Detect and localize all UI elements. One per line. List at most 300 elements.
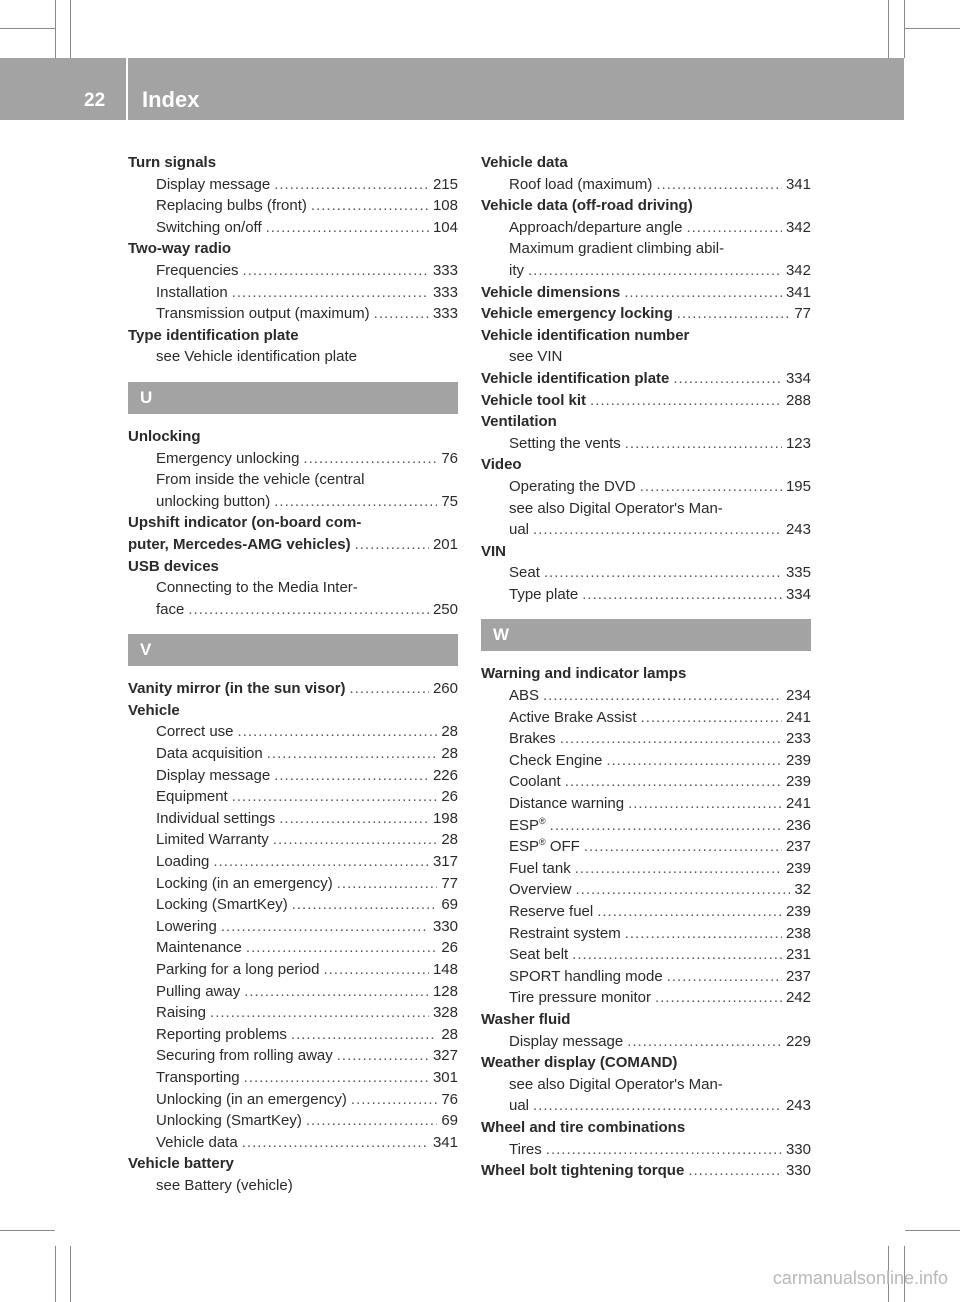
entry-term-text: see also Digital Operator's Man- [509, 499, 723, 517]
index-entry [481, 282, 811, 304]
dot-leader [572, 944, 782, 966]
index-subentry [481, 1095, 811, 1117]
index-subentry [481, 519, 811, 541]
dot-leader [550, 815, 782, 837]
page-ref: 333 [432, 305, 458, 323]
entry-term [481, 195, 693, 217]
index-subentry [481, 174, 811, 196]
entry-term-text: Individual settings [156, 809, 276, 827]
entry-term [509, 901, 593, 923]
index-heading [481, 541, 811, 563]
entry-term-text: Loading [156, 853, 210, 871]
page-ref: 229 [785, 1032, 811, 1050]
entry-term [509, 707, 637, 729]
entry-term-text: Equipment [156, 788, 228, 806]
entry-term-text: Maximum gradient climbing abil- [509, 240, 725, 258]
dot-leader [656, 174, 782, 196]
index-subentry [128, 1175, 458, 1197]
entry-term [128, 534, 351, 556]
page-ref: 260 [432, 680, 458, 698]
page-ref: 239 [785, 773, 811, 791]
dot-leader [597, 901, 782, 923]
index-subentry [128, 916, 458, 938]
entry-term [156, 303, 370, 325]
page-ref: 226 [432, 766, 458, 784]
page-ref: 231 [785, 946, 811, 964]
entry-term-text: see Battery (vehicle) [156, 1176, 293, 1194]
entry-term-text: Limited Warranty [156, 831, 269, 849]
page-ref: 236 [785, 816, 811, 834]
page-ref: 238 [785, 924, 811, 942]
index-subentry [128, 808, 458, 830]
entry-term [156, 448, 299, 470]
page-ref: 330 [785, 1162, 811, 1180]
entry-term-text: Vanity mirror (in the sun visor) [128, 680, 346, 698]
page-ref: 28 [441, 745, 458, 763]
page-ref: 75 [441, 492, 458, 510]
entry-term [156, 260, 239, 282]
dot-leader [355, 534, 429, 556]
entry-term [156, 1132, 238, 1154]
index-subentry [128, 195, 458, 217]
dot-leader [266, 217, 429, 239]
index-subentry [128, 1024, 458, 1046]
entry-term-text: Washer fluid [481, 1010, 571, 1028]
dot-leader [528, 260, 782, 282]
entry-term [156, 829, 269, 851]
entry-term-text: Tires [509, 1140, 542, 1158]
entry-term-text: USB devices [128, 557, 219, 575]
entry-term-text: Fuel tank [509, 859, 571, 877]
section-title: Index [142, 87, 200, 112]
index-subentry [481, 476, 811, 498]
index-heading [481, 152, 811, 174]
entry-term-text: face [156, 600, 185, 618]
index-subentry [481, 1074, 811, 1096]
page-ref: 317 [432, 853, 458, 871]
dot-leader [625, 433, 782, 455]
entry-term [509, 346, 562, 368]
entry-term [481, 282, 620, 304]
entry-term-text: Parking for a long period [156, 961, 320, 978]
crop-mark [70, 0, 71, 58]
entry-term [128, 1153, 234, 1175]
entry-term [481, 1052, 677, 1074]
entry-term-text: Operating the DVD [509, 477, 636, 495]
dot-leader [213, 851, 429, 873]
index-subentry [128, 765, 458, 787]
dot-leader [188, 599, 429, 621]
page-ref: 108 [432, 197, 458, 215]
page-ref: 76 [441, 449, 458, 467]
dot-leader [232, 282, 429, 304]
entry-term [509, 750, 602, 772]
entry-term [481, 325, 689, 347]
entry-term [509, 879, 572, 901]
index-subentry [128, 721, 458, 743]
index-subentry [481, 966, 811, 988]
dot-leader [688, 1160, 782, 1182]
entry-term-text: Locking (in an emergency) [156, 874, 333, 892]
dot-leader [238, 721, 438, 743]
dot-leader [350, 678, 429, 700]
dot-leader [673, 368, 782, 390]
watermark: carmanualsonline.info [772, 1268, 948, 1288]
dot-leader [210, 1002, 429, 1024]
entry-term [509, 836, 580, 858]
entry-term [156, 1002, 206, 1024]
index-subentry [128, 469, 458, 491]
page-ref: 241 [785, 708, 811, 726]
entry-term-text: Turn signals [128, 154, 217, 171]
index-entry [481, 368, 811, 390]
entry-term-text: Vehicle data (off-road driving) [481, 197, 693, 215]
entry-term [156, 174, 270, 196]
entry-term-text: Distance warning [509, 795, 625, 813]
page-ref: 330 [432, 917, 458, 935]
dot-leader [576, 879, 791, 901]
entry-term-text: Raising [156, 1004, 207, 1022]
dot-leader [590, 390, 782, 412]
dot-leader [677, 303, 791, 325]
entry-term [156, 851, 209, 873]
entry-term [156, 721, 234, 743]
page-ref: 28 [441, 1025, 458, 1043]
index-subentry [481, 750, 811, 772]
dot-leader [582, 584, 782, 606]
index-column-right [481, 152, 811, 1182]
entry-term-text: Vehicle data [481, 154, 568, 171]
page-ref: 243 [785, 521, 811, 539]
entry-term-text: Overview [509, 881, 572, 899]
entry-term [481, 1160, 684, 1182]
crop-mark [0, 28, 55, 29]
index-subentry [128, 282, 458, 304]
entry-term [509, 685, 539, 707]
dot-leader [351, 1089, 437, 1111]
entry-term [509, 793, 624, 815]
page-ref: 334 [785, 585, 811, 603]
index-subentry [481, 771, 811, 793]
entry-term [128, 325, 299, 347]
header-divider [126, 58, 128, 120]
page-ref: 239 [785, 751, 811, 769]
dot-leader [311, 195, 429, 217]
entry-term-text: Vehicle [128, 701, 180, 719]
entry-term [509, 771, 561, 793]
entry-term-text: Vehicle identification number [481, 326, 690, 344]
letter-section-header: W [481, 619, 811, 651]
entry-term-text: Approach/departure angle [509, 218, 683, 236]
index-subentry [128, 217, 458, 239]
dot-leader [306, 1110, 437, 1132]
index-subentry [128, 786, 458, 808]
page-ref: 243 [785, 1097, 811, 1115]
entry-term-text: Display message [156, 766, 271, 784]
index-subentry [481, 879, 811, 901]
index-heading [481, 1052, 811, 1074]
page-ref: 288 [785, 391, 811, 409]
dot-leader [628, 793, 782, 815]
entry-term [156, 469, 364, 491]
index-subentry [128, 1067, 458, 1089]
entry-term [156, 959, 319, 981]
dot-leader [291, 1024, 437, 1046]
index-subentry [481, 858, 811, 880]
entry-term [156, 577, 358, 599]
index-heading [481, 454, 811, 476]
dot-leader [267, 743, 438, 765]
letter-section-header: V [128, 634, 458, 666]
entry-term-text: Seat [509, 564, 540, 582]
entry-term-text: Locking (SmartKey) [156, 896, 288, 914]
index-entry [128, 678, 458, 700]
entry-term-text: ity [509, 261, 524, 279]
entry-term [156, 1110, 302, 1132]
index-subentry [128, 448, 458, 470]
entry-term-text: Weather display (COMAND) [481, 1054, 678, 1072]
entry-term-text: Securing from rolling away [156, 1047, 333, 1065]
index-subentry [481, 923, 811, 945]
entry-term [509, 1074, 723, 1096]
entry-term-text: Connecting to the Media Inter- [156, 579, 358, 597]
entry-term [156, 1175, 293, 1197]
dot-leader [303, 448, 437, 470]
index-subentry [481, 346, 811, 368]
page-ref: 333 [432, 261, 458, 279]
index-heading [481, 195, 811, 217]
dot-leader [242, 1132, 429, 1154]
index-subentry [481, 685, 811, 707]
crop-mark [0, 1230, 55, 1231]
entry-term-text: see Vehicle identification plate [156, 348, 357, 366]
entry-term [156, 937, 242, 959]
entry-term [156, 1067, 240, 1089]
entry-term [128, 512, 361, 534]
entry-term [509, 1095, 529, 1117]
entry-term-text: Brakes [509, 730, 556, 748]
entry-term [156, 916, 217, 938]
entry-term [156, 346, 357, 368]
index-subentry [128, 937, 458, 959]
page-ref: 26 [441, 939, 458, 957]
entry-term-text: Type plate [509, 585, 579, 603]
entry-term [156, 808, 275, 830]
dot-leader [292, 894, 438, 916]
entry-term [128, 426, 201, 448]
entry-term-text: Type identification plate [128, 326, 299, 344]
entry-term [509, 1031, 623, 1053]
dot-leader [374, 303, 429, 325]
entry-term [509, 498, 723, 520]
dot-leader [244, 1067, 429, 1089]
page-ref: 198 [432, 809, 458, 827]
entry-term-text: ESP [509, 816, 540, 834]
page-ref: 242 [785, 989, 811, 1007]
dot-leader [565, 771, 782, 793]
page-ref: 215 [432, 175, 458, 193]
index-heading [128, 426, 458, 448]
entry-term-text: Vehicle dimensions [481, 283, 621, 301]
index-subentry [481, 836, 811, 858]
entry-term-text: Transporting [156, 1068, 240, 1086]
dot-leader [274, 174, 429, 196]
entry-term-text: Installation [156, 283, 228, 301]
page-ref: 148 [432, 961, 458, 978]
index-subentry [481, 815, 811, 837]
entry-term-text: Switching on/off [156, 218, 262, 236]
entry-term-text: Check Engine [509, 751, 603, 769]
index-subentry [128, 873, 458, 895]
index-column-left [128, 152, 458, 1197]
entry-term-text: Reporting problems [156, 1025, 287, 1043]
entry-term-text: ual [509, 521, 530, 539]
page-ref: 301 [432, 1068, 458, 1086]
entry-term [509, 238, 724, 260]
entry-term [509, 815, 546, 837]
dot-leader [546, 1139, 782, 1161]
index-subentry [128, 743, 458, 765]
entry-term-text: Two-way radio [128, 240, 232, 258]
index-subentry [128, 1132, 458, 1154]
dot-leader [274, 765, 429, 787]
dot-leader [560, 728, 782, 750]
entry-term [509, 728, 556, 750]
index-heading [128, 152, 458, 174]
entry-term-suffix: OFF [545, 838, 580, 856]
entry-term [156, 765, 270, 787]
entry-term [509, 584, 578, 606]
entry-term [509, 923, 621, 945]
dot-leader [533, 1095, 782, 1117]
entry-term [509, 433, 621, 455]
index-subentry [128, 174, 458, 196]
crop-mark [55, 1246, 56, 1302]
entry-term [128, 700, 180, 722]
index-subentry [128, 303, 458, 325]
index-subentry [481, 728, 811, 750]
dot-leader [640, 476, 782, 498]
dot-leader [533, 519, 782, 541]
dot-leader [575, 858, 782, 880]
index-subentry [481, 987, 811, 1009]
entry-term [481, 390, 586, 412]
index-subentry [128, 1089, 458, 1111]
entry-term-text: Warning and indicator lamps [481, 665, 687, 683]
entry-term-text: Wheel bolt tightening torque [481, 1162, 685, 1180]
index-subentry [481, 260, 811, 282]
entry-term-text: Correct use [156, 723, 234, 741]
entry-term [481, 454, 522, 476]
crop-mark [904, 0, 905, 58]
entry-term-text: Upshift indicator (on-board com- [128, 514, 362, 532]
index-heading [481, 1009, 811, 1031]
index-subentry [481, 1031, 811, 1053]
dot-leader [337, 1045, 429, 1067]
dot-leader [279, 808, 429, 830]
page-ref: 28 [441, 831, 458, 849]
index-heading [481, 1117, 811, 1139]
page-ref: 26 [441, 788, 458, 806]
entry-term-text: Replacing bulbs (front) [156, 197, 307, 215]
entry-term [156, 873, 333, 895]
page-ref: 333 [432, 283, 458, 301]
page-ref: 69 [441, 896, 458, 914]
dot-leader [244, 981, 429, 1003]
entry-term [509, 217, 682, 239]
page-ref: 250 [432, 600, 458, 618]
dot-leader [641, 707, 782, 729]
dot-leader [273, 829, 438, 851]
page-ref: 239 [785, 859, 811, 877]
crop-mark [55, 0, 56, 58]
index-subentry [481, 707, 811, 729]
dot-leader [624, 282, 782, 304]
index-subentry [128, 577, 458, 599]
page-ref: 341 [432, 1133, 458, 1151]
entry-term-text: Data acquisition [156, 745, 263, 763]
page-ref: 201 [432, 535, 458, 553]
crop-mark [70, 1246, 71, 1302]
entry-term [509, 519, 529, 541]
entry-term-text: Display message [156, 175, 271, 193]
page-ref: 32 [794, 881, 811, 899]
index-subentry [128, 1045, 458, 1067]
entry-term [128, 238, 231, 260]
page-ref: 69 [441, 1112, 458, 1130]
index-heading [128, 325, 458, 347]
entry-term [128, 152, 216, 174]
index-subentry [128, 599, 458, 621]
page-ref: 341 [785, 175, 811, 193]
index-subentry [128, 829, 458, 851]
page-ref: 241 [785, 795, 811, 813]
entry-term-text: Tire pressure monitor [509, 989, 651, 1007]
index-subentry [128, 851, 458, 873]
entry-term [156, 786, 228, 808]
dot-leader [606, 750, 782, 772]
entry-term [156, 599, 184, 621]
entry-term-text: Wheel and tire combinations [481, 1118, 686, 1136]
page-ref: 77 [794, 305, 811, 323]
dot-leader [246, 937, 437, 959]
entry-term [481, 541, 506, 563]
index-subentry [481, 562, 811, 584]
dot-leader [584, 836, 782, 858]
entry-term-text: Display message [509, 1032, 624, 1050]
page-header [0, 58, 904, 120]
entry-term-text: see VIN [509, 348, 563, 366]
entry-term-text: Restraint system [509, 924, 621, 942]
page-number: 22 [84, 90, 106, 111]
entry-term-text: Seat belt [509, 946, 569, 964]
entry-term-text: Vehicle data [156, 1133, 238, 1151]
entry-term [509, 987, 651, 1009]
dot-leader [337, 873, 438, 895]
index-heading [481, 411, 811, 433]
page-ref: 327 [432, 1047, 458, 1065]
entry-term [509, 858, 571, 880]
entry-term [156, 1045, 333, 1067]
entry-term-text: VIN [481, 542, 507, 560]
entry-term-text: Lowering [156, 917, 217, 935]
entry-term-text: Vehicle battery [128, 1155, 234, 1173]
letter-section-header: U [128, 382, 458, 414]
index-subentry [128, 894, 458, 916]
entry-term-text: Vehicle emergency locking [481, 305, 673, 323]
entry-term-text: Unlocking [128, 427, 201, 445]
index-heading [481, 325, 811, 347]
